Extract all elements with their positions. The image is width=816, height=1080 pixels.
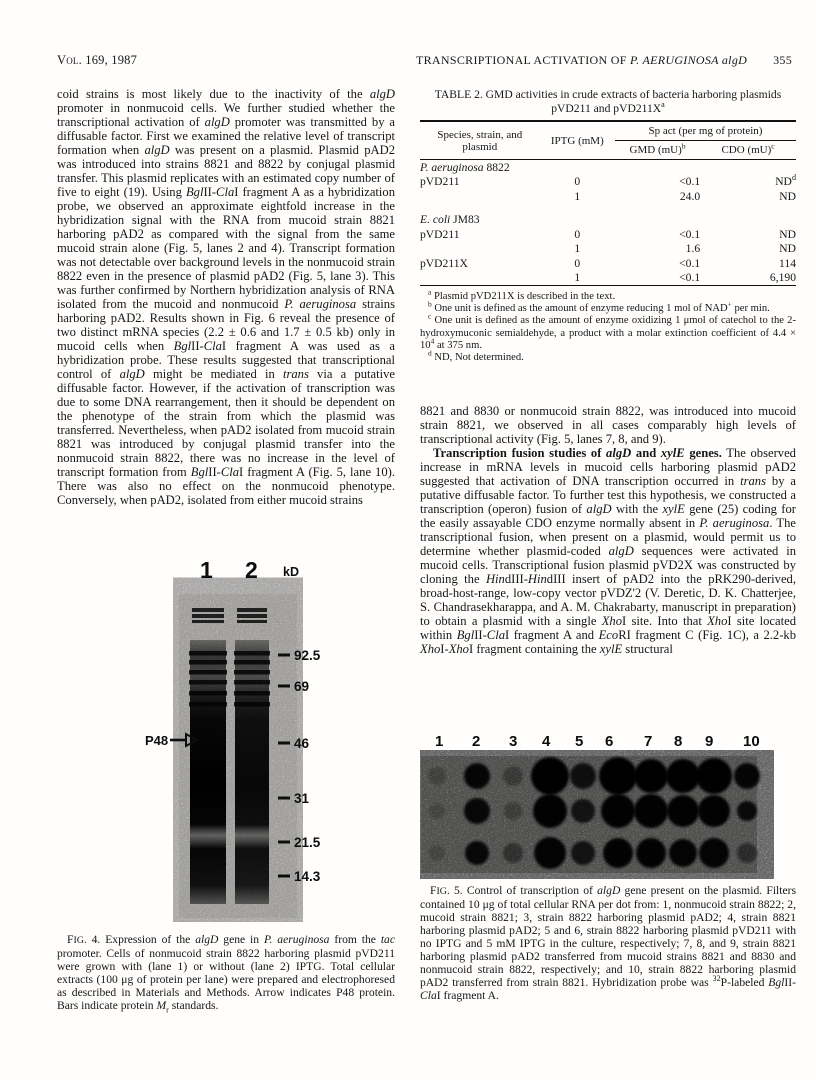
table-header (420, 121, 796, 160)
p48-label: P48 (145, 733, 169, 748)
table-title: TABLE 2. GMD activities in crude extracts of bacteria harboring plasmids pVD211 and $pVD211X^a$ (434, 88, 782, 115)
table-footnote: $^d$ ND, Not determined. (428, 348, 524, 364)
body-paragraph: Transcription fusion studies of algD and xylE genes. The observed increase in mRNA levels in mucoid cells harboring plasmid pAD2 suggested that activation of DNA transcription occurred in trans by a putative diffusable factor. To further test this hypothesis, we constructed a transcription (operon) fusion of algD with the xylE gene (25) coding for the easily assayable CDO enzyme normally absent in P. aeruginosa. The transcriptional fusion, when present on a plasmid, would permit us to determine whether plasmid-coded algD sequences were activated in mucoid cells. Transcriptional fusion plasmid pVD2X was constructed by cloning the HindIII-HindIII insert of pAD2 into the pRK290-derived, broad-host-range, low-copy vector pVDZ'2 (V. Deretic, D. K. Chatterjee, S. Chandrasekharappa, and A. M. Chakrabarty, manuscript in preparation) to obtain a plasmid with a single XhoI site. Into that XhoI site located within BglII-ClaI fragment A and EcoRI fragment C (Fig. 1C), a 2.2-kb XhoI-XhoI fragment containing the xylE structural (420, 446, 797, 656)
lane-number-label: 2 (472, 733, 481, 750)
table-row: pVD211 0 <0.1 $ND^d$ (420, 173, 796, 188)
figure-5 (420, 728, 796, 1068)
figure-4-caption: FIG. 4. Expression of the algD gene in P. aeruginosa from the tac promoter. Cells of nonmucoid strain 8822 harboring plasmid pVD211 were grown with (lane 1) or without (lane 2) IPTG. Total cellular extracts (100 μg of protein per lane) were prepared and electrophoresed as described in Materials and Methods. Arrow indicates P48 protein. Bars indicate protein $M_r$ standards. (57, 933, 395, 1015)
blot-grain-overlay (421, 756, 757, 873)
marker-label: 14.3 (294, 869, 321, 884)
table-2-grid (420, 120, 796, 286)
lane-number-label: 3 (509, 733, 518, 750)
gel-grain-overlay (179, 594, 297, 918)
lane-number-label: 5 (575, 733, 584, 750)
fig5-lane-numbers (435, 733, 760, 750)
lane-number-label: 10 (743, 733, 760, 750)
figure-5-caption: FIG. 5. Control of transcription of algD gene present on the plasmid. Filters contained 10 μg of total cellular RNA per dot from: 1, nonmucoid strain 8822; 2, mucoid strain 8821; 3, strain 8822 harboring plasmid pAD2; 4, strain 8821 harboring plasmid pAD2; 5 and 6, strain 8822 harboring plasmid pVD211 with no IPTG and 5 mM IPTG in the culture, respectively; 7, 8, and 9, strain 8821 harboring plasmid pAD2 transferred from mucoid strains 8821 and 8830 and nonmucoid strain 8822, respectively; and 10, strain 8822 harboring plasmid pAD2 transferred from strain 8821. Hybridization probe was $^{32}$P-labeled BglII-ClaI fragment A. (420, 884, 796, 1002)
gel-image (57, 556, 395, 922)
gel-lane-label-2: 2 (245, 557, 258, 583)
column-header-gmd: GMD (mU)$^b$ (629, 141, 686, 156)
lane-number-label: 8 (674, 733, 683, 750)
table2-body (420, 160, 796, 286)
table-row: pVD211 0 <0.1 ND (420, 227, 796, 241)
table-row: E. coli JM83 (420, 213, 480, 226)
table-row: P. aeruginosa 8822 (420, 160, 510, 174)
table-row: pVD211X 0 <0.1 114 (420, 256, 796, 270)
table-row: 1 <0.1 6,190 (574, 271, 796, 284)
kd-unit-label: kD (283, 565, 299, 579)
marker-label: 46 (294, 736, 310, 751)
table-row: 1 24.0 ND (574, 189, 796, 203)
body-paragraph: 8821 and 8830 or nonmucoid strain 8822, was introduced into mucoid strain 8821, we observed in all cases comparably high levels of transcriptional activity (Fig. 5, lanes 7, 8, and 9). (420, 404, 796, 446)
table-footnote: $^a$ Plasmid pVD211X is described in the text. (428, 287, 616, 302)
marker-label: 69 (294, 679, 310, 694)
lane-number-label: 9 (705, 733, 714, 750)
dot-blot-image (420, 728, 796, 880)
figure-4 (57, 556, 395, 1026)
table-footnote: $^c$ One unit is defined as the amount of enzyme oxidizing 1 μmol of catechol to the 2-hydroxymuconic semialdehyde, a product with a molar extinction coefficient of $4.4 \times 10^4$ at 375 nm. (420, 311, 796, 351)
column-header-spact: Sp act (per mg of protein) (615, 121, 796, 141)
volume-info: Vol. 169, 1987 (57, 53, 138, 67)
table-footnote: $^b$ One unit is defined as the amount of enzyme reducing 1 mol of NAD+ per min. (428, 299, 770, 315)
left-column (57, 87, 395, 507)
table2-footnotes (420, 287, 796, 364)
table-row (420, 204, 796, 213)
lane-number-label: 1 (435, 733, 444, 750)
lane-number-label: 7 (644, 733, 653, 750)
marker-label: 31 (294, 791, 310, 806)
marker-label: 21.5 (294, 835, 321, 850)
column-header-species: Species, strain, and plasmid (437, 128, 523, 153)
gel-lane-label-1: 1 (200, 557, 213, 583)
marker-label: 92.5 (294, 648, 321, 663)
table-2 (420, 88, 796, 364)
column-header-iptg: IPTG (mM) (550, 134, 604, 147)
column-header-cdo: CDO (mU)$^c$ (721, 141, 775, 156)
lane-number-label: 4 (542, 733, 551, 750)
page-number: 355 (773, 53, 792, 67)
running-title: TRANSCRIPTIONAL ACTIVATION OF P. AERUGINOSA algD (416, 53, 748, 67)
body-paragraph: coid strains is most likely due to the inactivity of the algD promoter in nonmucoid cells. We further studied whether the transcriptional activation of algD promoter was transmitted by a diffusable factor. First we examined the relative level of transcript formation when algD was present on a plasmid. Plasmid pAD2 was introduced into strains 8821 and 8822 by conjugal plasmid transfer. This plasmid replicates with an estimated copy number of five to eight (19). Using BglII-ClaI fragment A as a hybridization probe, we observed an approximate eightfold increase in the hybridization signal with the RNA from mucoid strain 8821 harboring pAD2 as compared with the signal from the same mucoid strain alone (Fig. 5, lanes 2 and 4). Transcript formation was not detectable over background levels in the nonmucoid strain 8822 even in the presence of plasmid pAD2 (Fig. 5, lane 3). This was further confirmed by Northern hybridization analysis of RNA isolated from the mucoid and nonmucoid P. aeruginosa strains harboring pAD2. Results shown in Fig. 6 reveal the presence of two distinct mRNA species (2.2 ± 0.6 and 1.7 ± 0.5 kb) only in mucoid cells when BglII-ClaI fragment A was used as a hybridization probe. These results suggested that transcriptional control of algD might be mediated in trans via a putative diffusable factor. However, if the activation of transcription was due to some DNA rearrangement, then it should be dependent on the phenotype of the strain from which the plasmid was transferred. Nevertheless, when pAD2 isolated from mucoid strain 8821 was introduced by conjugal plasmid transfer into the nonmucoid strain 8822, there was no increase in the level of transcript formation from BglII-ClaI fragment A (Fig. 5, lane 10). There was also no effect on the nonmucoid phenotype. Conversely, when pAD2, isolated from either mucoid strains (57, 87, 395, 507)
lane-number-label: 6 (605, 733, 614, 750)
table-row: 1 1.6 ND (574, 242, 796, 255)
right-column (420, 404, 796, 656)
running-head (416, 53, 792, 68)
